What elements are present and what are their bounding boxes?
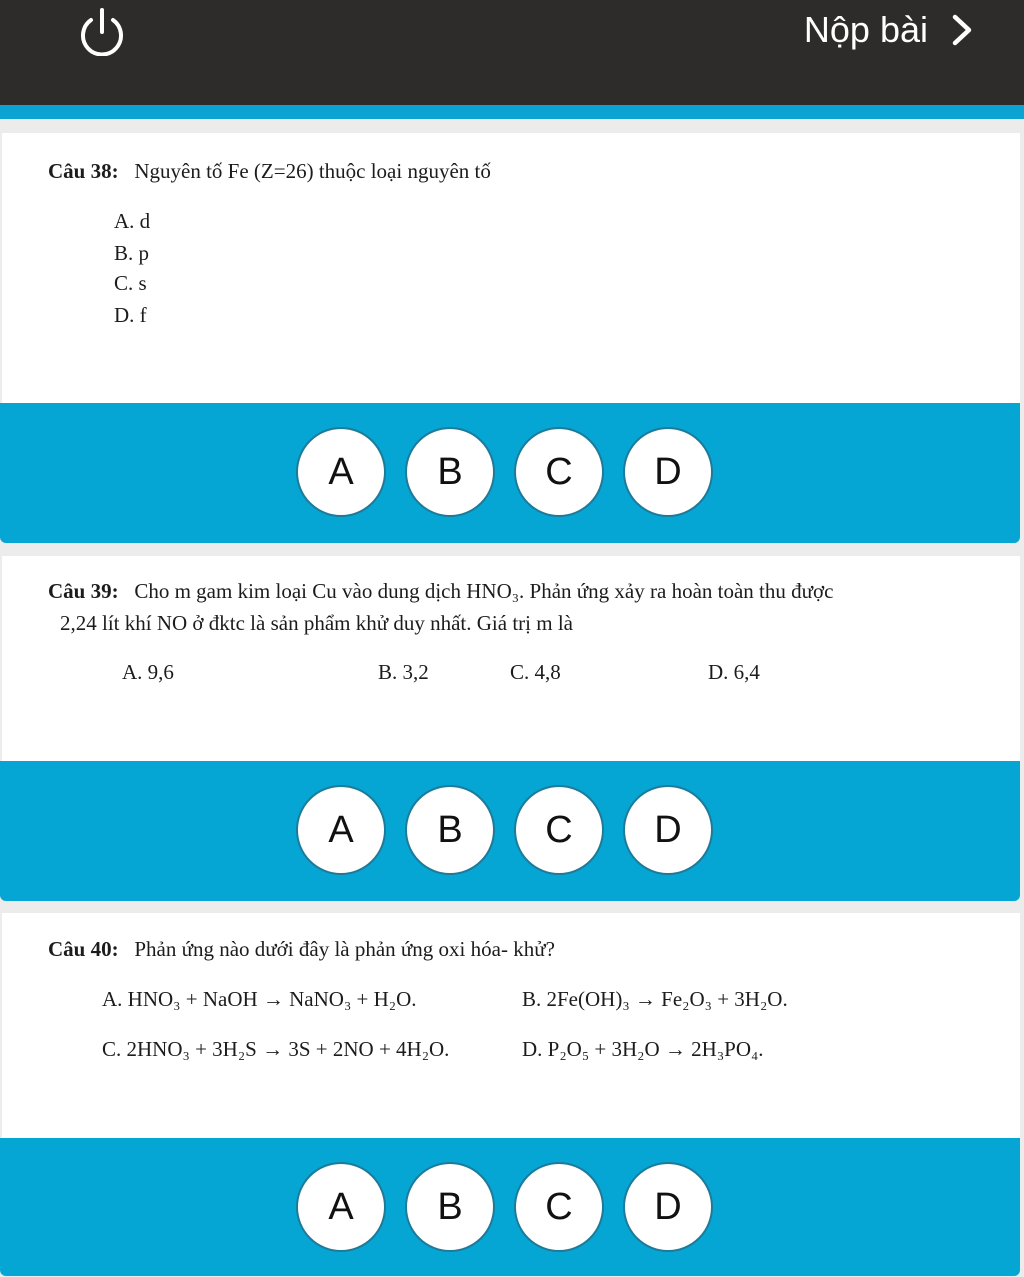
chevron-right-icon [950, 12, 974, 48]
option-a: A. HNO₃ + NaOH → NaNO₃ + H₂O. [102, 987, 417, 1011]
power-icon[interactable] [76, 8, 128, 56]
answer-bar-40 [0, 1138, 1020, 1276]
header-stripe [0, 105, 1024, 119]
option-c: C. 4,8 [510, 660, 561, 684]
answer-c-button[interactable]: C [514, 1162, 604, 1252]
question-card-40 [2, 913, 1020, 1138]
question-label: Câu 39: [48, 579, 119, 603]
answer-c-button[interactable]: C [514, 427, 604, 517]
answer-bar-39 [0, 761, 1020, 901]
submit-button[interactable] [804, 6, 974, 54]
option-d: D. f [114, 303, 147, 327]
question-body-line1: Cho m gam kim loại Cu vào dung dịch HNO₃. Phản ứng xảy ra hoàn toàn thu được [134, 579, 834, 603]
answer-bar-38 [0, 403, 1020, 543]
answer-c-button[interactable]: C [514, 785, 604, 875]
top-bar [0, 0, 1024, 105]
question-body-line2: 2,24 lít khí NO ở đktc là sản phẩm khử duy nhất. Giá trị m là [60, 611, 573, 635]
submit-label: Nộp bài [803, 9, 928, 50]
answer-a-button[interactable]: A [296, 427, 386, 517]
answer-a-button[interactable]: A [296, 1162, 386, 1252]
option-a: A. d [114, 209, 151, 233]
option-b: B. 2Fe(OH)₃ → Fe₂O₃ + 3H₂O. [522, 987, 788, 1011]
answer-d-button[interactable]: D [623, 427, 713, 517]
answer-a-button[interactable]: A [296, 785, 386, 875]
question-label: Câu 40: [48, 937, 119, 961]
answer-d-button[interactable]: D [623, 785, 713, 875]
option-d: D. P₂O₅ + 3H₂O → 2H₃PO₄. [522, 1037, 764, 1061]
option-d: D. 6,4 [708, 660, 760, 684]
question-card-38 [2, 133, 1020, 403]
answer-d-button[interactable]: D [623, 1162, 713, 1252]
option-c: C. s [114, 271, 147, 295]
option-c: C. 2HNO₃ + 3H₂S → 3S + 2NO + 4H₂O. [102, 1037, 450, 1061]
question-text [48, 155, 491, 187]
question-card-39 [2, 556, 1020, 761]
question-text [48, 575, 833, 607]
option-a: A. 9,6 [122, 660, 174, 684]
option-b: B. p [114, 241, 150, 265]
question-body: Nguyên tố Fe (Z=26) thuộc loại nguyên tố [134, 159, 491, 183]
answer-b-button[interactable]: B [405, 1162, 495, 1252]
question-text [48, 933, 555, 965]
answer-b-button[interactable]: B [405, 427, 495, 517]
question-body: Phản ứng nào dưới đây là phản ứng oxi hóa- khử? [134, 937, 555, 961]
answer-b-button[interactable]: B [405, 785, 495, 875]
option-b: B. 3,2 [378, 660, 429, 684]
question-label: Câu 38: [48, 159, 119, 183]
